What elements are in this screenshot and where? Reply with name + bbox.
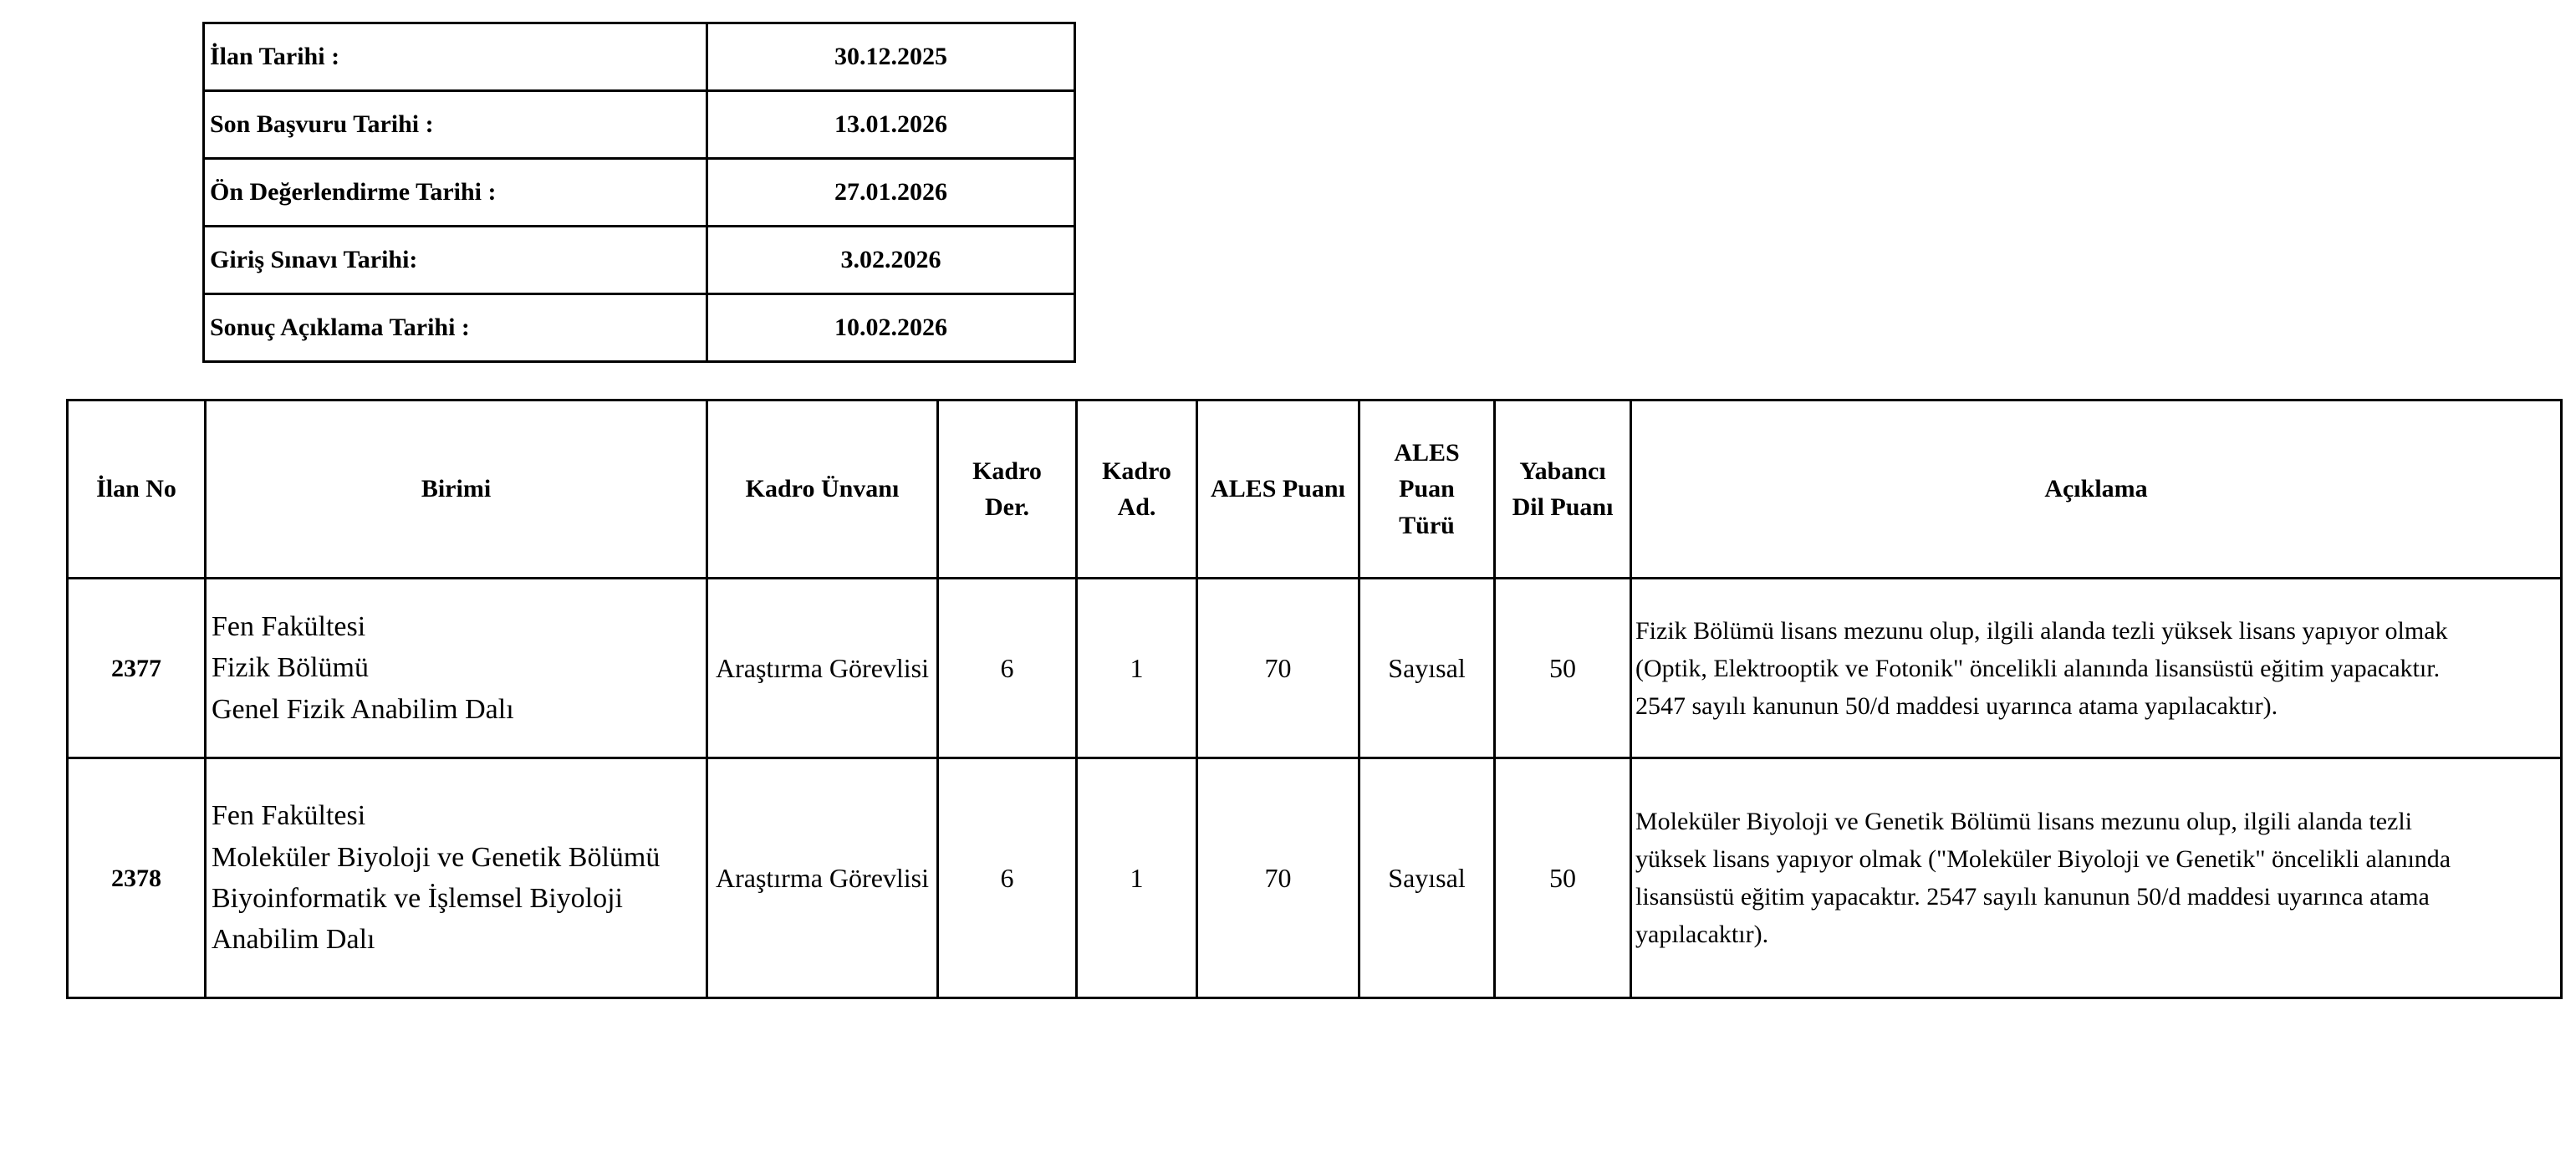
ilan-no-cell: 2378 [68, 758, 206, 998]
header-row [68, 400, 2562, 579]
header-line: ALES [1394, 438, 1460, 467]
date-label: Son Başvuru Tarihi : [204, 91, 707, 159]
header-line: Yabancı [1519, 457, 1606, 485]
birimi-line: Biyoinformatik ve İşlemsel Biyoloji [212, 883, 624, 914]
kadro-unvani-cell: Araştırma Görevlisi [707, 579, 938, 758]
aciklama-cell [1631, 579, 2562, 758]
header-birimi: Birimi [206, 400, 707, 579]
birimi-line: Moleküler Biyoloji ve Genetik Bölümü [212, 841, 661, 873]
birimi-cell [206, 579, 707, 758]
header-aciklama: Açıklama [1631, 400, 2562, 579]
header-ales-puan-turu [1359, 400, 1495, 579]
posting-table [66, 399, 2563, 999]
header-line: Kadro [1102, 457, 1171, 485]
birimi-line: Fen Fakültesi [212, 800, 366, 832]
header-kadro-ad [1077, 400, 1197, 579]
aciklama-line: yüksek lisans yapıyor olmak ("Moleküler Biyoloji ve Genetik" öncelikli alanında [1635, 845, 2451, 873]
ales-puani-cell: 70 [1197, 758, 1359, 998]
aciklama-cell [1631, 758, 2562, 998]
dates-table [202, 22, 1076, 363]
birimi-line: Fen Fakültesi [212, 611, 366, 643]
birimi-line: Genel Fizik Anabilim Dalı [212, 693, 514, 725]
date-value: 30.12.2025 [707, 23, 1075, 91]
ilan-no-cell: 2377 [68, 579, 206, 758]
aciklama-line: Moleküler Biyoloji ve Genetik Bölümü lisans mezunu olup, ilgili alanda tezli [1635, 808, 2413, 835]
date-row-giris-sinavi [204, 227, 1075, 294]
date-value: 10.02.2026 [707, 294, 1075, 362]
aciklama-line: yapılacaktır). [1635, 921, 1769, 948]
birimi-cell [206, 758, 707, 998]
date-value: 3.02.2026 [707, 227, 1075, 294]
date-row-ilan [204, 23, 1075, 91]
birimi-line: Fizik Bölümü [212, 652, 369, 684]
kadro-ad-cell: 1 [1077, 758, 1197, 998]
ales-puani-cell: 70 [1197, 579, 1359, 758]
date-label: Sonuç Açıklama Tarihi : [204, 294, 707, 362]
aciklama-line: (Optik, Elektrooptik ve Fotonik" öncelikli alanında lisansüstü eğitim yapacaktır. [1635, 654, 2441, 682]
header-line: Kadro [972, 457, 1042, 485]
date-value: 13.01.2026 [707, 91, 1075, 159]
date-value: 27.01.2026 [707, 159, 1075, 227]
yabanci-dil-puani-cell: 50 [1495, 758, 1631, 998]
kadro-der-cell: 6 [938, 579, 1077, 758]
header-yabanci-dil-puani [1495, 400, 1631, 579]
date-label: İlan Tarihi : [204, 23, 707, 91]
table-row [68, 579, 2562, 758]
date-row-sonuc-aciklama [204, 294, 1075, 362]
date-label: Giriş Sınavı Tarihi: [204, 227, 707, 294]
header-line: Türü [1399, 511, 1455, 539]
date-row-on-degerlendirme [204, 159, 1075, 227]
header-line: Dil Puanı [1512, 493, 1614, 521]
ales-puan-turu-cell: Sayısal [1359, 758, 1495, 998]
header-line: Ad. [1117, 493, 1156, 521]
aciklama-line: lisansüstü eğitim yapacaktır. 2547 sayılı kanunun 50/d maddesi uyarınca atama [1635, 883, 2430, 911]
header-ales-puani: ALES Puanı [1197, 400, 1359, 579]
aciklama-line: 2547 sayılı kanunun 50/d maddesi uyarınca atama yapılacaktır). [1635, 691, 2278, 720]
yabanci-dil-puani-cell: 50 [1495, 579, 1631, 758]
aciklama-line: Fizik Bölümü lisans mezunu olup, ilgili alanda tezli yüksek lisans yapıyor olmak [1635, 616, 2448, 645]
header-kadro-unvani: Kadro Ünvanı [707, 400, 938, 579]
header-line: Puan [1399, 475, 1455, 503]
kadro-ad-cell: 1 [1077, 579, 1197, 758]
kadro-unvani-cell: Araştırma Görevlisi [707, 758, 938, 998]
birimi-line: Anabilim Dalı [212, 924, 375, 956]
ales-puan-turu-cell: Sayısal [1359, 579, 1495, 758]
header-ilan-no: İlan No [68, 400, 206, 579]
header-kadro-der [938, 400, 1077, 579]
table-row [68, 758, 2562, 998]
date-row-son-basvuru [204, 91, 1075, 159]
kadro-der-cell: 6 [938, 758, 1077, 998]
header-line: Der. [984, 493, 1030, 521]
date-label: Ön Değerlendirme Tarihi : [204, 159, 707, 227]
